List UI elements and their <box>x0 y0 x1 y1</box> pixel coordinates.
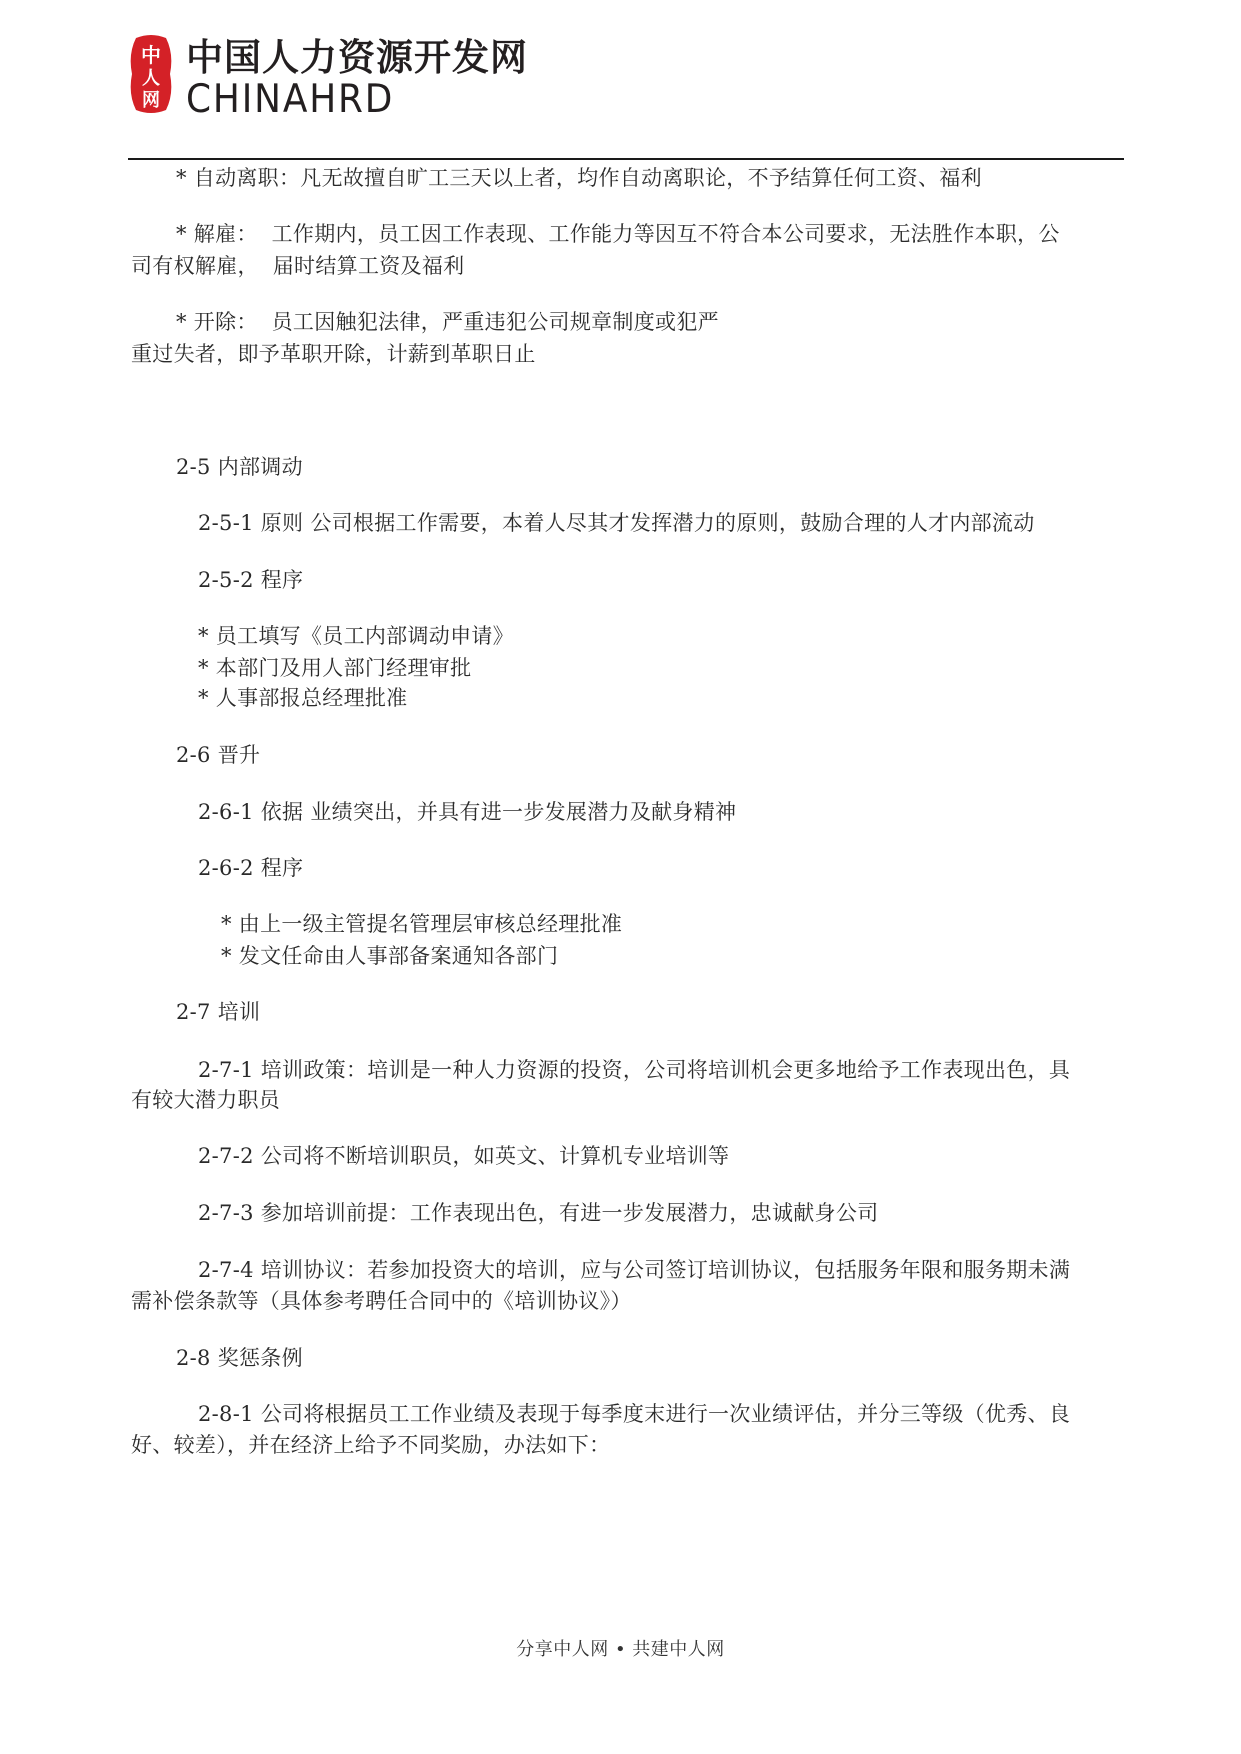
page-header <box>128 34 1124 158</box>
list-item: * 员工填写《员工内部调动申请》 <box>198 624 514 648</box>
list-item: * 由上一级主管提名管理层审核总经理批准 <box>221 912 623 936</box>
header-divider <box>128 158 1124 160</box>
section-heading: 2-6 晋升 <box>176 743 261 767</box>
paragraph: * 开除： 员工因触犯法律，严重违犯公司规章制度或犯严 <box>176 310 719 334</box>
section-heading: 2-8 奖惩条例 <box>176 1346 303 1370</box>
logo-chinese-name: 中国人力资源开发网 <box>186 36 528 79</box>
paragraph: 需补偿条款等（具体参考聘任合同中的《培训协议》） <box>131 1289 632 1313</box>
paragraph: 2-5-1 原则 公司根据工作需要，本着人尽其才发挥潜力的原则，鼓励合理的人才内部流动 <box>198 511 1035 535</box>
paragraph: 2-6-1 依据 业绩突出，并具有进一步发展潜力及献身精神 <box>198 800 737 824</box>
list-item: * 本部门及用人部门经理审批 <box>198 656 472 680</box>
page-footer: 分享中人网 • 共建中人网 <box>516 1639 725 1660</box>
paragraph: 重过失者，即予革职开除，计薪到革职日止 <box>131 342 536 366</box>
paragraph: 好、较差），并在经济上给予不同奖励，办法如下： <box>131 1433 611 1457</box>
paragraph: 2-7-3 参加培训前提：工作表现出色，有进一步发展潜力，忠诚献身公司 <box>198 1201 879 1225</box>
paragraph: * 解雇： 工作期内，员工因工作表现、工作能力等因互不符合本公司要求，无法胜作本职，公 <box>176 222 1060 246</box>
paragraph: 2-7-1 培训政策：培训是一种人力资源的投资，公司将培训机会更多地给予工作表现出色，具 <box>198 1058 1071 1082</box>
list-item: * 人事部报总经理批准 <box>198 686 408 710</box>
svg-text:中: 中 <box>141 43 161 67</box>
svg-text:人: 人 <box>142 68 160 89</box>
section-heading: 2-7 培训 <box>176 1000 261 1024</box>
svg-text:网: 网 <box>142 90 160 111</box>
paragraph: * 自动离职：凡无故擅自旷工三天以上者，均作自动离职论，不予结算任何工资、福利 <box>176 166 982 190</box>
paragraph: 司有权解雇， 届时结算工资及福利 <box>131 254 465 278</box>
paragraph: 2-7-2 公司将不断培训职员，如英文、计算机专业培训等 <box>198 1144 730 1168</box>
logo-english-name: CHINAHRD <box>186 77 395 122</box>
paragraph: 2-5-2 程序 <box>198 568 304 592</box>
paragraph: 2-8-1 公司将根据员工工作业绩及表现于每季度末进行一次业绩评估，并分三等级（优秀、良 <box>198 1402 1071 1426</box>
paragraph: 2-6-2 程序 <box>198 856 304 880</box>
paragraph: 2-7-4 培训协议：若参加投资大的培训，应与公司签订培训协议，包括服务年限和服务期未满 <box>198 1258 1071 1282</box>
section-heading: 2-5 内部调动 <box>176 455 303 479</box>
chinahrd-seal-logo <box>128 34 174 114</box>
paragraph: 有较大潜力职员 <box>131 1088 281 1112</box>
list-item: * 发文任命由人事部备案通知各部门 <box>221 944 559 968</box>
